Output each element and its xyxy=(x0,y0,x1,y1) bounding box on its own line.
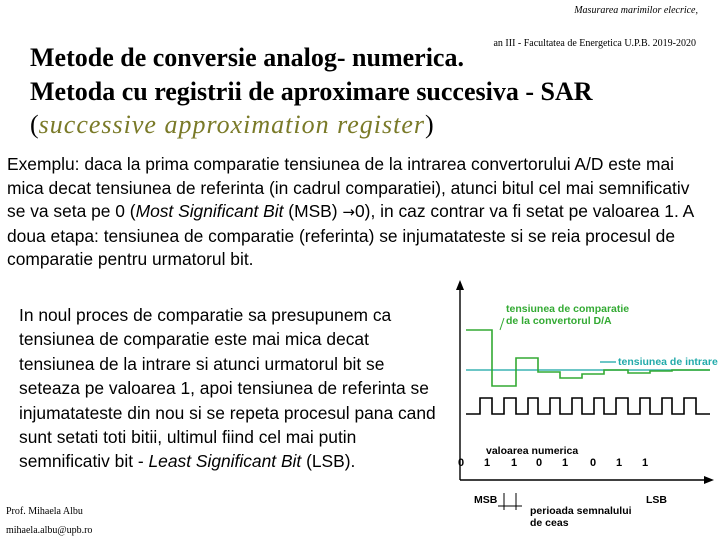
p1-text-c: 0), in caz contrar va fi setat pe valoarea 1. A doua etapa: tensiunea de comparatie (referinta) se injumatateste si se reia procesul de comparatie pentru urmatorul bit. xyxy=(7,201,694,270)
course-header: Masurarea marimilor elecrice, xyxy=(574,5,698,16)
comparison-label-1: tensiunea de comparatie xyxy=(506,303,630,315)
bit-6: 1 xyxy=(616,457,623,469)
comparison-label-2: de la convertorul D/A xyxy=(506,315,612,327)
p2-lsb-italic: Least Significant Bit xyxy=(148,451,302,472)
slide-title-line3 xyxy=(30,109,434,141)
period-label-1: perioada semnalului xyxy=(530,505,632,517)
bit-7: 1 xyxy=(642,457,649,469)
y-axis-arrow-icon xyxy=(456,280,464,290)
author-name: Prof. Mihaela Albu xyxy=(6,506,83,517)
input-voltage-label: tensiunea de intrare xyxy=(618,356,718,368)
sar-full-name: successive approximation register xyxy=(38,110,426,139)
msb-label: MSB xyxy=(474,494,498,506)
example-paragraph xyxy=(7,153,712,272)
faculty-header: an III - Facultatea de Energetica U.P.B. 2019-2020 xyxy=(493,38,696,49)
p1-text-b: (MSB) xyxy=(283,201,343,222)
bit-2: 1 xyxy=(511,457,518,469)
slide-title-line2: Metoda cu registrii de aproximare succesiva - SAR xyxy=(30,77,593,106)
p1-msb-italic: Most Significant Bit xyxy=(135,201,284,222)
paren-open: ( xyxy=(30,110,39,139)
bit-4: 1 xyxy=(562,457,569,469)
paren-close: ) xyxy=(425,110,434,139)
bit-0: 0 xyxy=(458,457,465,469)
clock-signal xyxy=(466,398,710,414)
comparison-pointer xyxy=(500,318,504,330)
p1-text-a: Exemplu: daca la prima comparatie tensiunea de la intrarea convertorului A/D este mai mica decat tensiunea de referinta (in cadrul comparatiei), atunci bitul cel mai semnificativ se va seta pe 0 ( xyxy=(7,154,690,222)
digital-value-label: valoarea numerica xyxy=(486,445,579,457)
p2-text-b: (LSB). xyxy=(301,451,356,472)
author-email: mihaela.albu@upb.ro xyxy=(6,525,93,536)
lsb-label: LSB xyxy=(646,494,667,506)
arrow-right-icon: → xyxy=(342,203,355,222)
x-axis-arrow-icon xyxy=(704,476,714,484)
continuation-paragraph xyxy=(19,303,449,474)
p2-text-a: In noul proces de comparatie sa presupunem ca tensiunea de comparatie este mai mica decat tensiunea de la intrare si atunci urmatorul bit se seteaza pe valoarea 1, apoi tensiunea de referinta se injumatateste din nou si se repeta procesul pana cand sunt setati toti bitii, ultimul fiind cel mai putin semnificativ bit - xyxy=(19,305,436,472)
slide-title-line1: Metode de conversie analog- numerica. xyxy=(30,43,464,72)
period-label-2: de ceas xyxy=(530,517,569,529)
bit-5: 0 xyxy=(590,457,597,469)
sar-timing-diagram xyxy=(440,278,720,540)
bit-3: 0 xyxy=(536,457,543,469)
bit-1: 1 xyxy=(484,457,491,469)
